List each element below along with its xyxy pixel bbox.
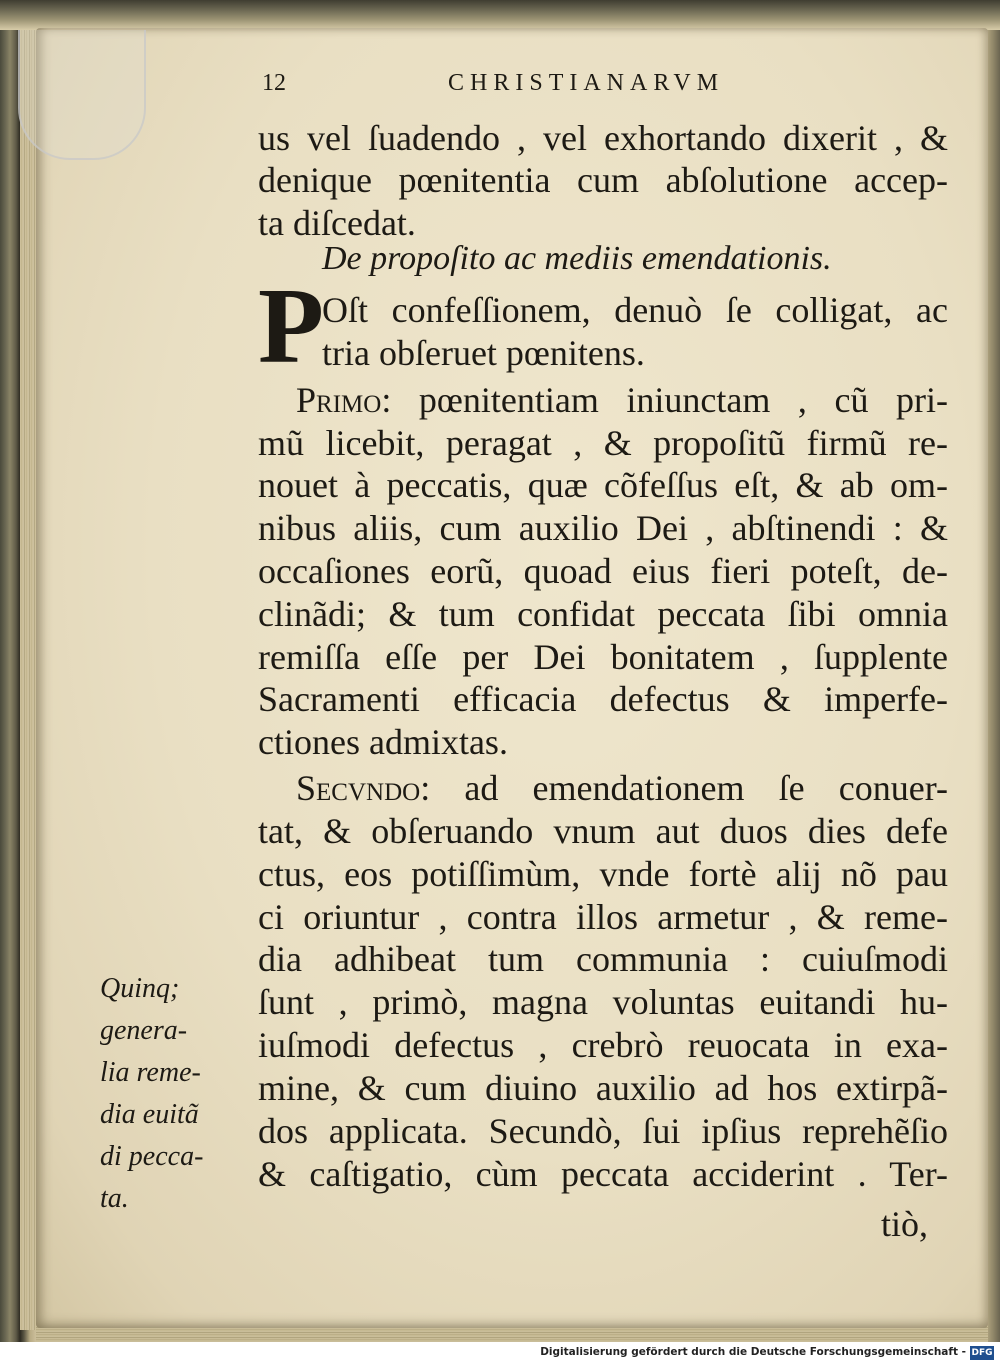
running-head: CHRISTIANARVM xyxy=(448,70,725,96)
text-line: Oſt confeſſionem, denuò ſe colligat, ac xyxy=(322,290,948,330)
marginal-line: genera- xyxy=(100,1015,188,1046)
text-line: tria obſeruet pœnitens. xyxy=(322,333,645,373)
text-line: dos applicata. Secundò, ſui ipſius reprehẽſio xyxy=(258,1111,948,1151)
paragraph-first-rest: : pœnitentiam iniunctam , cũ pri- xyxy=(381,380,948,420)
page-number: 12 xyxy=(262,70,286,96)
marginal-line: di pecca- xyxy=(100,1141,204,1172)
paragraph-lead: Primo xyxy=(296,380,382,420)
text-line: tat, & obſeruando vnum aut duos dies defe xyxy=(258,811,948,851)
text-line: ctus, eos potiſſimùm, vnde fortè alij nõ pau xyxy=(258,854,948,894)
text-line: dia adhibeat tum communia : cuiuſmodi xyxy=(258,939,948,979)
text-line: us vel ſuadendo , vel exhortando dixerit , & xyxy=(258,118,948,158)
marginal-line: Quinq; xyxy=(100,973,180,1004)
text-line: mine, & cum diuino auxilio ad hos extirpã- xyxy=(258,1068,948,1108)
text-line: iuſmodi defectus , crebrò reuocata in exa- xyxy=(258,1025,948,1065)
book-top-edge xyxy=(0,0,1000,30)
drop-cap: P xyxy=(258,267,324,386)
catchword: tiò, xyxy=(880,1204,928,1244)
text-line: denique pœnitentia cum abſolutione accep- xyxy=(258,160,948,200)
dfg-logo: DFG xyxy=(971,1348,993,1358)
text-line: Sacramenti efficacia defectus & imperfe- xyxy=(258,679,948,719)
text-line: nibus aliis, cum auxilio Dei , abſtinendi : & xyxy=(258,508,948,548)
text-line: ſunt , primò, magna voluntas euitandi hu- xyxy=(258,982,948,1022)
funding-credit: Digitalisierung gefördert durch die Deutsche Forschungsgemeinschaft - xyxy=(540,1346,966,1358)
text-line: & caſtigatio, cùm peccata acciderint . Ter- xyxy=(258,1154,948,1194)
text-line: clinãdi; & tum confidat peccata ſibi omnia xyxy=(258,594,948,634)
paragraph-lead: Secvndo xyxy=(296,768,421,808)
text-line: nouet à peccatis, quæ cõfeſſus eſt, & ab om- xyxy=(258,465,948,505)
text-line: ctiones admixtas. xyxy=(258,722,508,762)
clip-mark xyxy=(18,30,146,160)
paragraph-first-rest: : ad emendationem ſe conuer- xyxy=(420,768,948,808)
section-heading: De propoſito ac mediis emendationis. xyxy=(322,240,832,277)
marginal-note xyxy=(100,968,240,1220)
text-line: ci oriuntur , contra illos armetur , & reme- xyxy=(258,897,948,937)
text-line: mũ licebit, peragat , & propoſitũ firmũ re- xyxy=(258,423,948,463)
paragraph-first-line xyxy=(296,380,948,420)
marginal-line: ta. xyxy=(100,1183,129,1214)
marginal-line: lia reme- xyxy=(100,1057,201,1088)
text-line: occaſiones eorũ, quoad eius fieri poteſt, de- xyxy=(258,551,948,591)
text-line: ta diſcedat. xyxy=(258,203,416,243)
marginal-line: dia euitã xyxy=(100,1099,199,1130)
text-line: remiſſa eſſe per Dei bonitatem , ſupplente xyxy=(258,637,948,677)
paragraph-first-line xyxy=(296,768,948,808)
